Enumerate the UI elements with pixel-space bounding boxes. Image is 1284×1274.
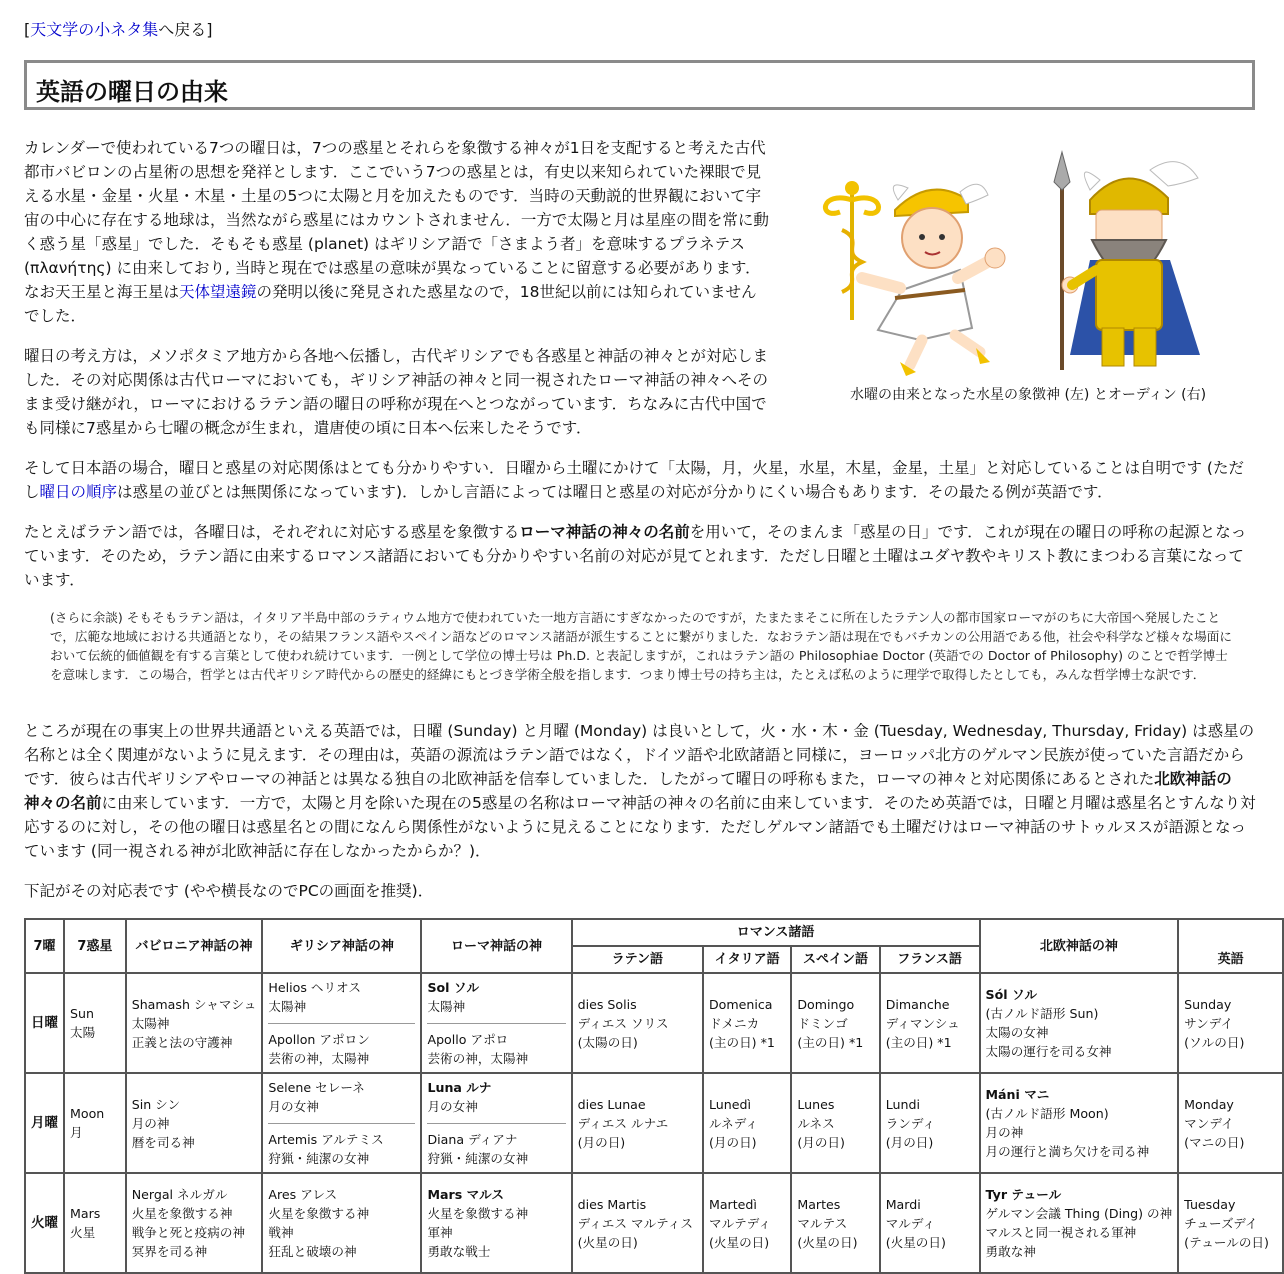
spear-icon bbox=[1054, 152, 1070, 370]
cell-day: 日曜 bbox=[25, 973, 64, 1073]
para3-text-a: そして日本語の場合，曜日と惑星の対応関係はとても分かりやすい．日曜から土曜にかけて「太陽，月，火星，水星，木星，金星，土星」と対応していることは自明です (ただし bbox=[24, 459, 1244, 501]
cell-french: Lundi ランディ (月の日) bbox=[880, 1073, 980, 1173]
cell-latin: dies Martis ディエス マルティス (火星の日) bbox=[572, 1173, 703, 1273]
paragraph-japanese bbox=[24, 456, 1256, 504]
cell-italian: Lunedì ルネディ (月の日) bbox=[703, 1073, 791, 1173]
paragraph-intro bbox=[24, 136, 769, 328]
th-babylon: バビロニア神話の神 bbox=[126, 919, 263, 973]
cell-spanish: Domingo ドミンゴ (主の日) *1 bbox=[791, 973, 879, 1073]
cell-italian: Domenica ドメニカ (主の日) *1 bbox=[703, 973, 791, 1073]
back-suffix: へ戻る] bbox=[158, 20, 213, 39]
cell-day: 月曜 bbox=[25, 1073, 64, 1173]
para4-text-b: を用いて，そのまんま「惑星の日」です．これが現在の曜日の呼称の起源となっています．そのため，ラテン語に由来するロマンス諸語においても分かりやすい名前の対応が見てとれます．ただし日曜と土曜はユダヤ教やキリスト教にまつわる言葉になっています． bbox=[24, 523, 1247, 589]
th-roman: ローマ神話の神 bbox=[421, 919, 571, 973]
cell-roman: Luna ルナ 月の女神 Diana ディアナ 狩猟・純潔の女神 bbox=[421, 1073, 571, 1173]
gods-illustration bbox=[790, 140, 1250, 380]
correspondence-table bbox=[24, 918, 1284, 1274]
th-french: フランス語 bbox=[880, 946, 980, 973]
table-row bbox=[25, 1073, 1283, 1173]
cell-norse: Tyr テュール ゲルマン会議 Thing (Ding) の神 マルスと同一視される軍神 勇敢な神 bbox=[980, 1173, 1179, 1273]
aside-note: (さらに余談) そもそもラテン語は，イタリア半島中部のラティウム地方で使われていた一地方言語にすぎなかったのですが，たまたまそこに所在したラテン人の都市国家ローマがのちに大帝国へ発展したことで，広範な地域における共通語となり，その結果フランス語やスペイン語などのロマンス諸語が派生することに繋がりました．なおラテン語は現在でもバチカンの公用語である他，社会や科学など様々な場面において伝統的価値観を有する言葉として使われ続けています．一例として学位の博士号は Ph.D. と表記しますが，これはラテン語の Philosophiae Doctor (英語での Doctor of Philosophy) のことで哲学博士を意味します．この場合，哲学とは古代ギリシア時代からの歴史的経緯にもとづき学術全般を指します．つまり博士号の持ち主は，たとえば私のように理学で取得したとしても，みんな哲学博士な訳です． bbox=[50, 610, 1232, 682]
cell-planet: Mars 火星 bbox=[64, 1173, 126, 1273]
para5-text-a: ところが現在の事実上の世界共通語といえる英語では，日曜 (Sunday) と月曜 (Monday) は良いとして，火・水・木・金 (Tuesday, Wednesday, Thursday, Friday) は惑星の名称とは全く関連がないように見えます．その理由は，英語の源流はラテン語ではなく，ドイツ語や北欧諸語と同様に，ヨーロッパ北方のゲルマン民族が使っていた言語だからです．彼らは古代ギリシアやローマの神話とは異なる独自の北欧神話を信奉していました．したがって曜日の呼称もまた，ローマの神々と対応関係にあるとされた bbox=[24, 722, 1255, 788]
cell-greek: Helios ヘリオス 太陽神 Apollon アポロン 芸術の神，太陽神 bbox=[262, 973, 421, 1073]
paragraph-spread: 曜日の考え方は，メソポタミア地方から各地へ伝播し，古代ギリシアでも各惑星と神話の神々とが対応しました．その対応関係は古代ローマにおいても，ギリシア神話の神々と同一視されたローマ神話の神々へそのまま受け継がれ，ローマにおけるラテン語の曜日の呼称が現在へとつながっています．ちなみに古代中国でも同様に7惑星から七曜の概念が生まれ，遣唐使の頃に日本へ伝来したそうです． bbox=[24, 347, 769, 437]
para3-text-b: は惑星の並びとは無関係になっています)．しかし言語によっては曜日と惑星の対応が分かりにくい場合もあります．その最たる例が英語です． bbox=[117, 483, 1113, 501]
cell-babylon: Sin シン 月の神 暦を司る神 bbox=[126, 1073, 263, 1173]
figure-caption: 水曜の由来となった水星の象徴神 (左) とオーディン (右) bbox=[850, 387, 1207, 403]
bracket-open: [ bbox=[24, 20, 31, 39]
cell-day: 火曜 bbox=[25, 1173, 64, 1273]
para4-text-a: たとえばラテン語では，各曜日は，それぞれに対応する惑星を象徴する bbox=[24, 523, 520, 541]
cell-english: Sunday サンデイ (ソルの日) bbox=[1178, 973, 1283, 1073]
back-link[interactable]: 天文学の小ネタ集 bbox=[30, 20, 159, 39]
th-norse: 北欧神話の神 bbox=[980, 919, 1179, 973]
para4-bold: ローマ神話の神々の名前 bbox=[519, 523, 690, 541]
th-english: 英語 bbox=[1178, 919, 1283, 973]
day-order-link[interactable]: 曜日の順序 bbox=[39, 483, 118, 501]
th-day: 7曜 bbox=[25, 919, 64, 973]
table-row bbox=[25, 973, 1283, 1073]
th-italian: イタリア語 bbox=[703, 946, 791, 973]
para1-text-a: カレンダーで使われている7つの曜日は，7つの惑星とそれらを象徴する神々が1日を支配すると考えた古代都市バビロンの占星術の思想を発祥とします．ここでいう7つの惑星とは，有史以来知られていた裸眼で見える水星・金星・火星・木星・土星の5つに太陽と月を加えたものです．当時の天動説的世界観において宇宙の中心に存在する地球は，当然ながら惑星にはカウントされません．一方で太陽と月は星座の間を常に動く惑う星「惑星」でした．そもそも惑星 (planet) はギリシア語で「さまよう者」を意味するプラネテス (πλανήτης) に由来しており, 当時と現在では惑星の意味が異なっていることに留意する必要があります．なお天王星と海王星は bbox=[24, 139, 769, 301]
th-planet: 7惑星 bbox=[64, 919, 126, 973]
cell-babylon: Nergal ネルガル 火星を象徴する神 戦争と死と疫病の神 冥界を司る神 bbox=[126, 1173, 263, 1273]
para5-bold: 北欧神話の神々の名前 bbox=[24, 770, 1232, 812]
hermes-figure bbox=[862, 184, 1005, 376]
caduceus-icon bbox=[825, 181, 878, 320]
cell-english: Tuesday チューズデイ (テュールの日) bbox=[1178, 1173, 1283, 1273]
odin-figure bbox=[1062, 162, 1200, 366]
page-title: 英語の曜日の由来 bbox=[36, 78, 228, 106]
back-nav bbox=[24, 17, 213, 40]
title-box bbox=[24, 60, 1255, 110]
cell-latin: dies Lunae ディエス ルナエ (月の日) bbox=[572, 1073, 703, 1173]
th-greek: ギリシア神話の神 bbox=[262, 919, 421, 973]
cell-english: Monday マンデイ (マニの日) bbox=[1178, 1073, 1283, 1173]
cell-planet: Moon 月 bbox=[64, 1073, 126, 1173]
cell-roman: Mars マルス 火星を象徴する神 軍神 勇敢な戦士 bbox=[421, 1173, 571, 1273]
paragraph-latin bbox=[24, 520, 1256, 592]
cell-norse: Sól ソル (古ノルド語形 Sun) 太陽の女神 太陽の運行を司る女神 bbox=[980, 973, 1179, 1073]
figure-gods bbox=[790, 140, 1250, 415]
cell-norse: Máni マニ (古ノルド語形 Moon) 月の神 月の運行と満ち欠けを司る神 bbox=[980, 1073, 1179, 1173]
paragraph-english bbox=[24, 719, 1256, 863]
table-row bbox=[25, 1173, 1283, 1273]
para5-text-b: に由来しています．一方で，太陽と月を除いた現在の5惑星の名称はローマ神話の神々の名前に由来しています．そのため英語では，日曜と月曜は惑星名とすんなり対応するのに対し，その他の曜日は惑星名との間になんら関係性がないように見えることになります．ただしゲルマン諸語でも土曜だけはローマ神話のサトゥルヌスが語源となっています (同一視される神が北欧神話に存在しなかったからか？)． bbox=[24, 794, 1256, 860]
cell-greek: Selene セレーネ 月の女神 Artemis アルテミス 狩猟・純潔の女神 bbox=[262, 1073, 421, 1173]
telescope-link[interactable]: 天体望遠鏡 bbox=[179, 283, 257, 301]
cell-french: Dimanche ディマンシュ (主の日) *1 bbox=[880, 973, 980, 1073]
cell-french: Mardi マルディ (火星の日) bbox=[880, 1173, 980, 1273]
th-spanish: スペイン語 bbox=[791, 946, 879, 973]
cell-planet: Sun 太陽 bbox=[64, 973, 126, 1073]
th-romance: ロマンス諸語 bbox=[572, 919, 980, 946]
cell-latin: dies Solis ディエス ソリス (太陽の日) bbox=[572, 973, 703, 1073]
th-latin: ラテン語 bbox=[572, 946, 703, 973]
paragraph-table-intro: 下記がその対応表です (やや横長なのでPCの画面を推奨)． bbox=[24, 882, 434, 900]
cell-babylon: Shamash シャマシュ 太陽神 正義と法の守護神 bbox=[126, 973, 263, 1073]
cell-spanish: Martes マルテス (火星の日) bbox=[791, 1173, 879, 1273]
cell-greek: Ares アレス 火星を象徴する神 戦神 狂乱と破壊の神 bbox=[262, 1173, 421, 1273]
cell-roman: Sol ソル 太陽神 Apollo アポロ 芸術の神，太陽神 bbox=[421, 973, 571, 1073]
cell-spanish: Lunes ルネス (月の日) bbox=[791, 1073, 879, 1173]
para1-text-b: の発明以後に発見された惑星なので，18世紀以前には知られていませんでした． bbox=[24, 283, 757, 325]
table-header-row bbox=[25, 919, 1283, 946]
cell-italian: Martedì マルテディ (火星の日) bbox=[703, 1173, 791, 1273]
